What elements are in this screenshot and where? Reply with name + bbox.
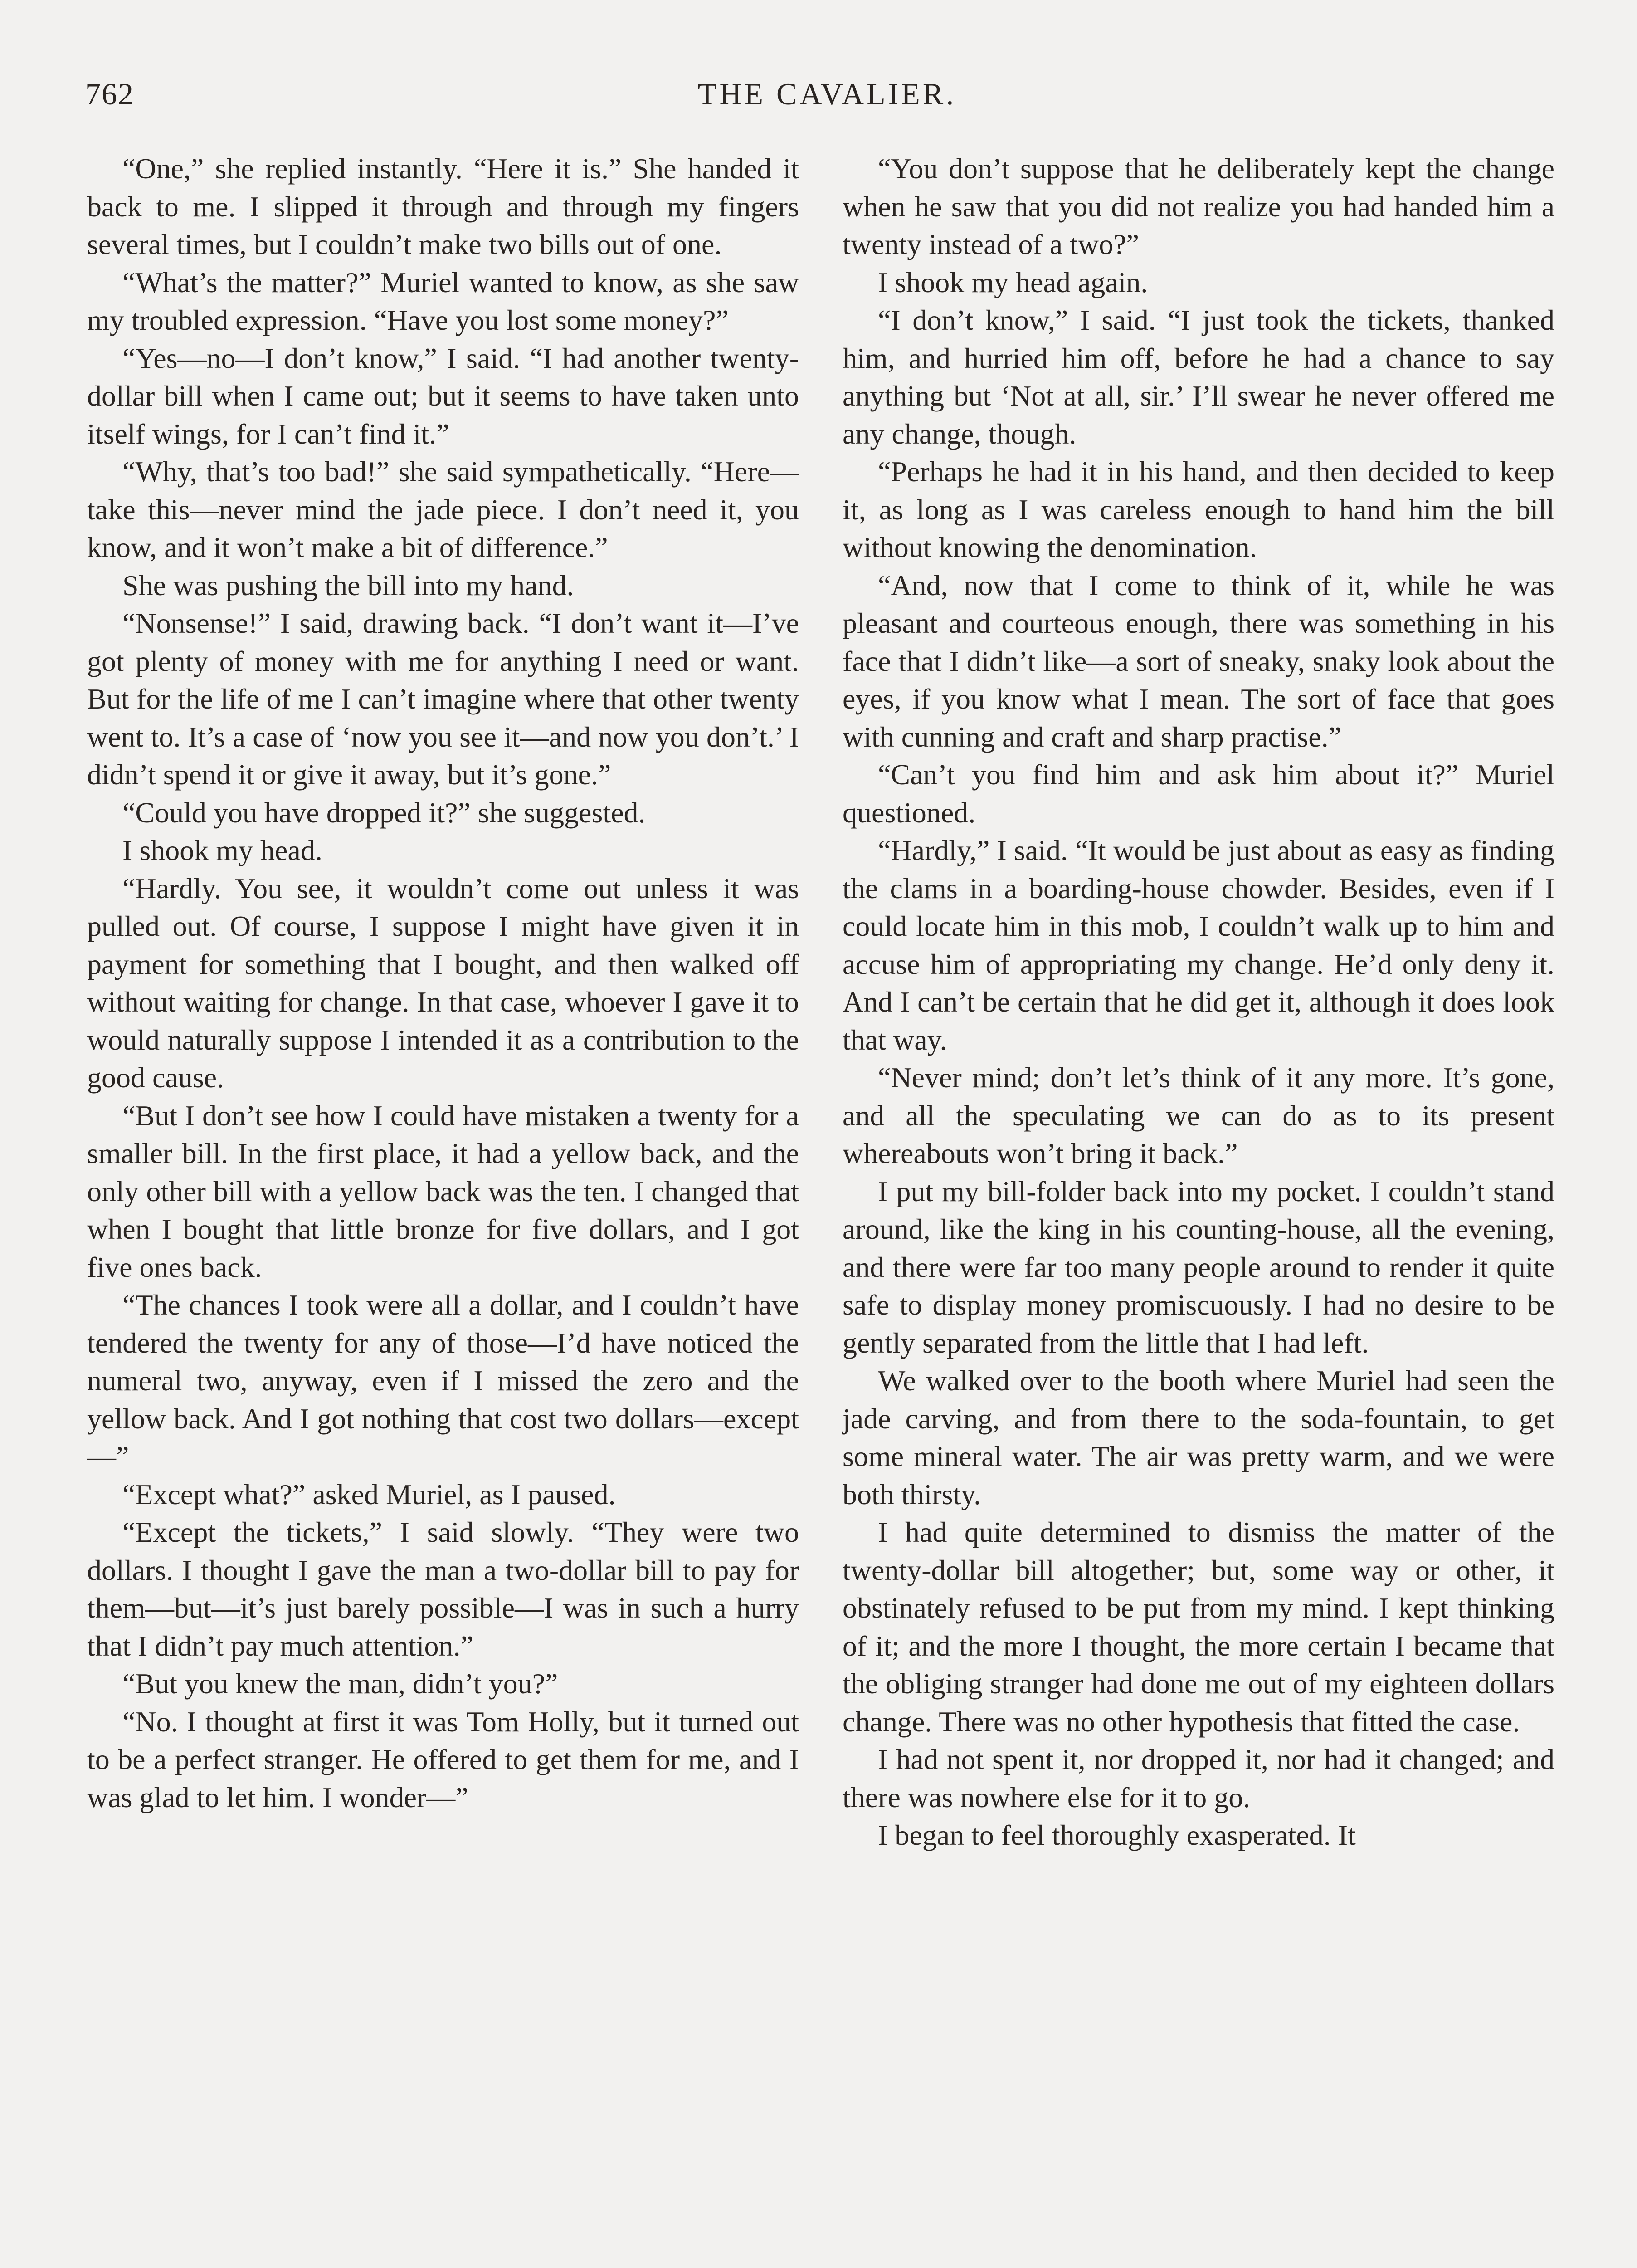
paragraph: “Except the tickets,” I said slowly. “They were two dollars. I thought I gave the man a two-dollar bill to pay for them—but—it’s just barely possible—I was in such a hurry that I didn’t pay much attention.” [87,1516,799,1662]
paragraph: “Can’t you find him and ask him about it?” Muriel questioned. [843,758,1554,829]
paragraph: We walked over to the booth where Muriel had seen the jade carving, and from there to the soda-fountain, to get some mineral water. The air was pretty warm, and we were both thirsty. [843,1364,1554,1510]
right-column [843,150,1554,1854]
paragraph: “Hardly. You see, it wouldn’t come out unless it was pulled out. Of course, I suppose I might have given it in payment for something that I bought, and then walked off without waiting for change. In that case, whoever I gave it to would naturally suppose I intended it as a contribution to the good cause. [87,872,799,1094]
paragraph: “Nonsense!” I said, drawing back. “I don’t want it—I’ve got plenty of money with me for anything I need or want. But for the life of me I can’t imagine where that other twenty went to. It’s a case of ‘now you see it—and now you don’t.’ I didn’t spend it or give it away, but it’s gone.” [87,607,799,791]
paragraph: “No. I thought at first it was Tom Holly, but it turned out to be a perfect stranger. He offered to get them for me, and I was glad to let him. I wonder—” [87,1705,799,1813]
paragraph: I had not spent it, nor dropped it, nor had it changed; and there was nowhere else for it to go. [843,1743,1554,1813]
paragraph: “Why, that’s too bad!” she said sympathetically. “Here—take this—never mind the jade piece. I don’t need it, you know, and it won’t make a bit of difference.” [87,455,799,563]
paragraph: “I don’t know,” I said. “I just took the tickets, thanked him, and hurried him off, before he had a chance to say anything but ‘Not at all, sir.’ I’ll swear he never offered me any change, though. [843,304,1554,450]
paragraph: “But I don’t see how I could have mistaken a twenty for a smaller bill. In the first place, it had a yellow back, and the only other bill with a yellow back was the ten. I changed that when I bought that little bronze for five dollars, and I got five ones back. [87,1099,799,1283]
paragraph: “Yes—no—I don’t know,” I said. “I had another twenty-dollar bill when I came out; but it seems to have taken unto itself wings, for I can’t find it.” [87,342,799,450]
page-number: 762 [85,77,134,111]
paragraph: I had quite determined to dismiss the matter of the twenty-dollar bill altogether; but, some way or other, it obstinately refused to be put from my mind. I kept thinking of it; and the more I thought, the more certain I became that the obliging stranger had done me out of my eighteen dollars change. There was no other hypothesis that fitted the case. [843,1516,1554,1738]
paragraph: “You don’t suppose that he deliberately kept the change when he saw that you did not realize you had handed him a twenty instead of a two?” [843,152,1554,260]
paragraph: “Except what?” asked Muriel, as I paused. [122,1478,616,1510]
paragraph: I put my bill-folder back into my pocket. I couldn’t stand around, like the king in his counting-house, all the evening, and there were far too many people around to render it quite safe to display money promiscuously. I had no desire to be gently separated from the little that I had left. [843,1175,1554,1359]
paragraph: “What’s the matter?” Muriel wanted to know, as she saw my troubled expression. “Have you lost some money?” [87,266,799,336]
paragraph: I shook my head. [122,834,322,866]
paragraph: “But you knew the man, didn’t you?” [122,1667,558,1700]
paragraph: She was pushing the bill into my hand. [122,569,574,601]
paragraph: “One,” she replied instantly. “Here it is.” She handed it back to me. I slipped it through and through my fingers several times, but I couldn’t make two bills out of one. [87,152,799,260]
paragraph: “And, now that I come to think of it, while he was pleasant and courteous enough, there was something in his face that I didn’t like—a sort of sneaky, snaky look about the eyes, if you know what I mean. The sort of face that goes with cunning and craft and sharp practise.” [843,569,1554,753]
paragraph: I shook my head again. [878,266,1148,298]
paragraph: “The chances I took were all a dollar, and I couldn’t have tendered the twenty for any of those—I’d have noticed the numeral two, anyway, even if I missed the zero and the yellow back. And I got nothing that cost two dollars—except—” [87,1289,799,1472]
paragraph: “Perhaps he had it in his hand, and then decided to keep it, as long as I was careless enough to hand him the bill without knowing the denomination. [843,455,1554,563]
paragraph: I began to feel thoroughly exasperated. It [878,1819,1356,1851]
paragraph: “Could you have dropped it?” she suggested. [122,796,646,829]
running-head [85,73,1569,116]
left-column [87,150,799,1816]
publication-title: THE CAVALIER. [697,77,957,111]
paragraph: “Hardly,” I said. “It would be just about as easy as finding the clams in a boarding-house chowder. Besides, even if I could locate him in this mob, I couldn’t walk up to him and accuse him of appropriating my change. He’d only deny it. And I can’t be certain that he did get it, although it does look that way. [843,834,1554,1056]
paragraph: “Never mind; don’t let’s think of it any more. It’s gone, and all the speculating we can do as to its present whereabouts won’t bring it back.” [843,1061,1554,1169]
